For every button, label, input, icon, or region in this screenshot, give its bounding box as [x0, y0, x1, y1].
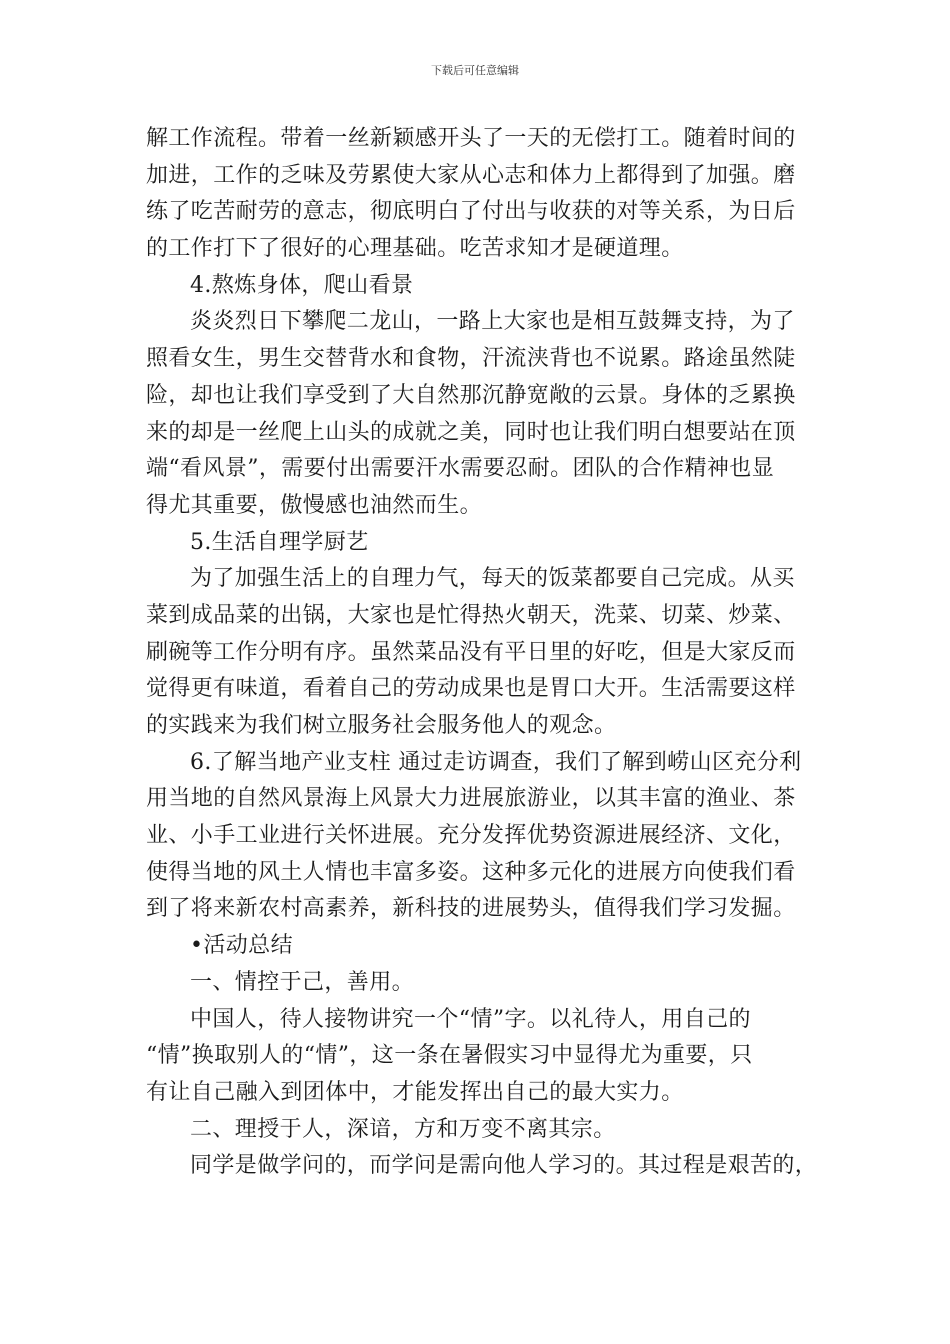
body-line: 为了加强生活上的自理力气，每天的饭菜都要自己完成。从买: [190, 566, 795, 592]
body-line: 业、小手工业进行关怀进展。充分发挥优势资源进展经济、文化，: [146, 823, 796, 849]
subsection-heading: 一、情控于己，善用。: [190, 969, 415, 995]
body-line: 菜到成品菜的出锅，大家也是忙得热火朝天，洗菜、切菜、炒菜、: [146, 602, 796, 628]
body-line: 同学是做学问的，而学问是需向他人学习的。其过程是艰苦的，: [190, 1153, 818, 1179]
section-heading: 6.了解当地产业支柱 通过走访调查，我们了解到崂山区充分利: [190, 749, 802, 775]
body-line: 照看女生，男生交替背水和食物，汗流浃背也不说累。路途虽然陡: [146, 346, 796, 372]
body-line: 的实践来为我们树立服务社会服务他人的观念。: [146, 713, 617, 738]
body-line: 解工作流程。带着一丝新颖感开头了一天的无偿打工。随着时间的: [146, 126, 796, 151]
body-line: “情”换取别人的“情”，这一条在暑假实习中显得尤为重要，只: [146, 1043, 753, 1069]
body-line: 使得当地的风土人情也丰富多姿。这种多元化的进展方向使我们看: [146, 859, 796, 885]
body-line: 险，却也让我们享受到了大自然那沉静宽敞的云景。身体的乏累换: [146, 382, 796, 408]
body-line: 炎炎烈日下攀爬二龙山，一路上大家也是相互鼓舞支持，为了: [190, 309, 795, 335]
section-heading: 5.生活自理学厨艺: [190, 529, 369, 555]
body-line: 端“看风景”，需要付出需要汗水需要忍耐。团队的合作精神也显: [146, 456, 775, 482]
body-line: 加进，工作的乏味及劳累使大家从心志和体力上都得到了加强。磨: [146, 162, 796, 188]
body-line: 练了吃苦耐劳的意志，彻底明白了付出与收获的对等关系，为日后: [146, 199, 796, 225]
section-heading: 4.熬炼身体，爬山看景: [190, 272, 414, 298]
body-line: 得尤其重要，傲慢感也油然而生。: [146, 492, 483, 518]
body-line: 刷碗等工作分明有序。虽然菜品没有平日里的好吃，但是大家反而: [146, 639, 796, 665]
document-body: [146, 121, 836, 1185]
body-line: 用当地的自然风景海上风景大力进展旅游业，以其丰富的渔业、茶: [146, 786, 796, 812]
body-line: 到了将来新农村高素养，新科技的进展势头，值得我们学习发掘。: [146, 896, 796, 922]
subsection-heading: 二、理授于人，深谙，方和万变不离其宗。: [190, 1116, 616, 1142]
body-line: 有让自己融入到团体中，才能发挥出自己的最大实力。: [146, 1079, 684, 1105]
body-line: 的工作打下了很好的心理基础。吃苦求知才是硬道理。: [146, 236, 684, 262]
section-heading: •活动总结: [190, 933, 293, 959]
page-header: 下载后可任意编辑: [431, 64, 519, 77]
body-line: 觉得更有味道，看着自己的劳动成果也是胃口大开。生活需要这样: [146, 676, 796, 702]
body-line: 来的却是一丝爬上山头的成就之美，同时也让我们明白想要站在顶: [146, 419, 796, 445]
body-line: 中国人，待人接物讲究一个“情”字。以礼待人，用自己的: [190, 1006, 751, 1032]
